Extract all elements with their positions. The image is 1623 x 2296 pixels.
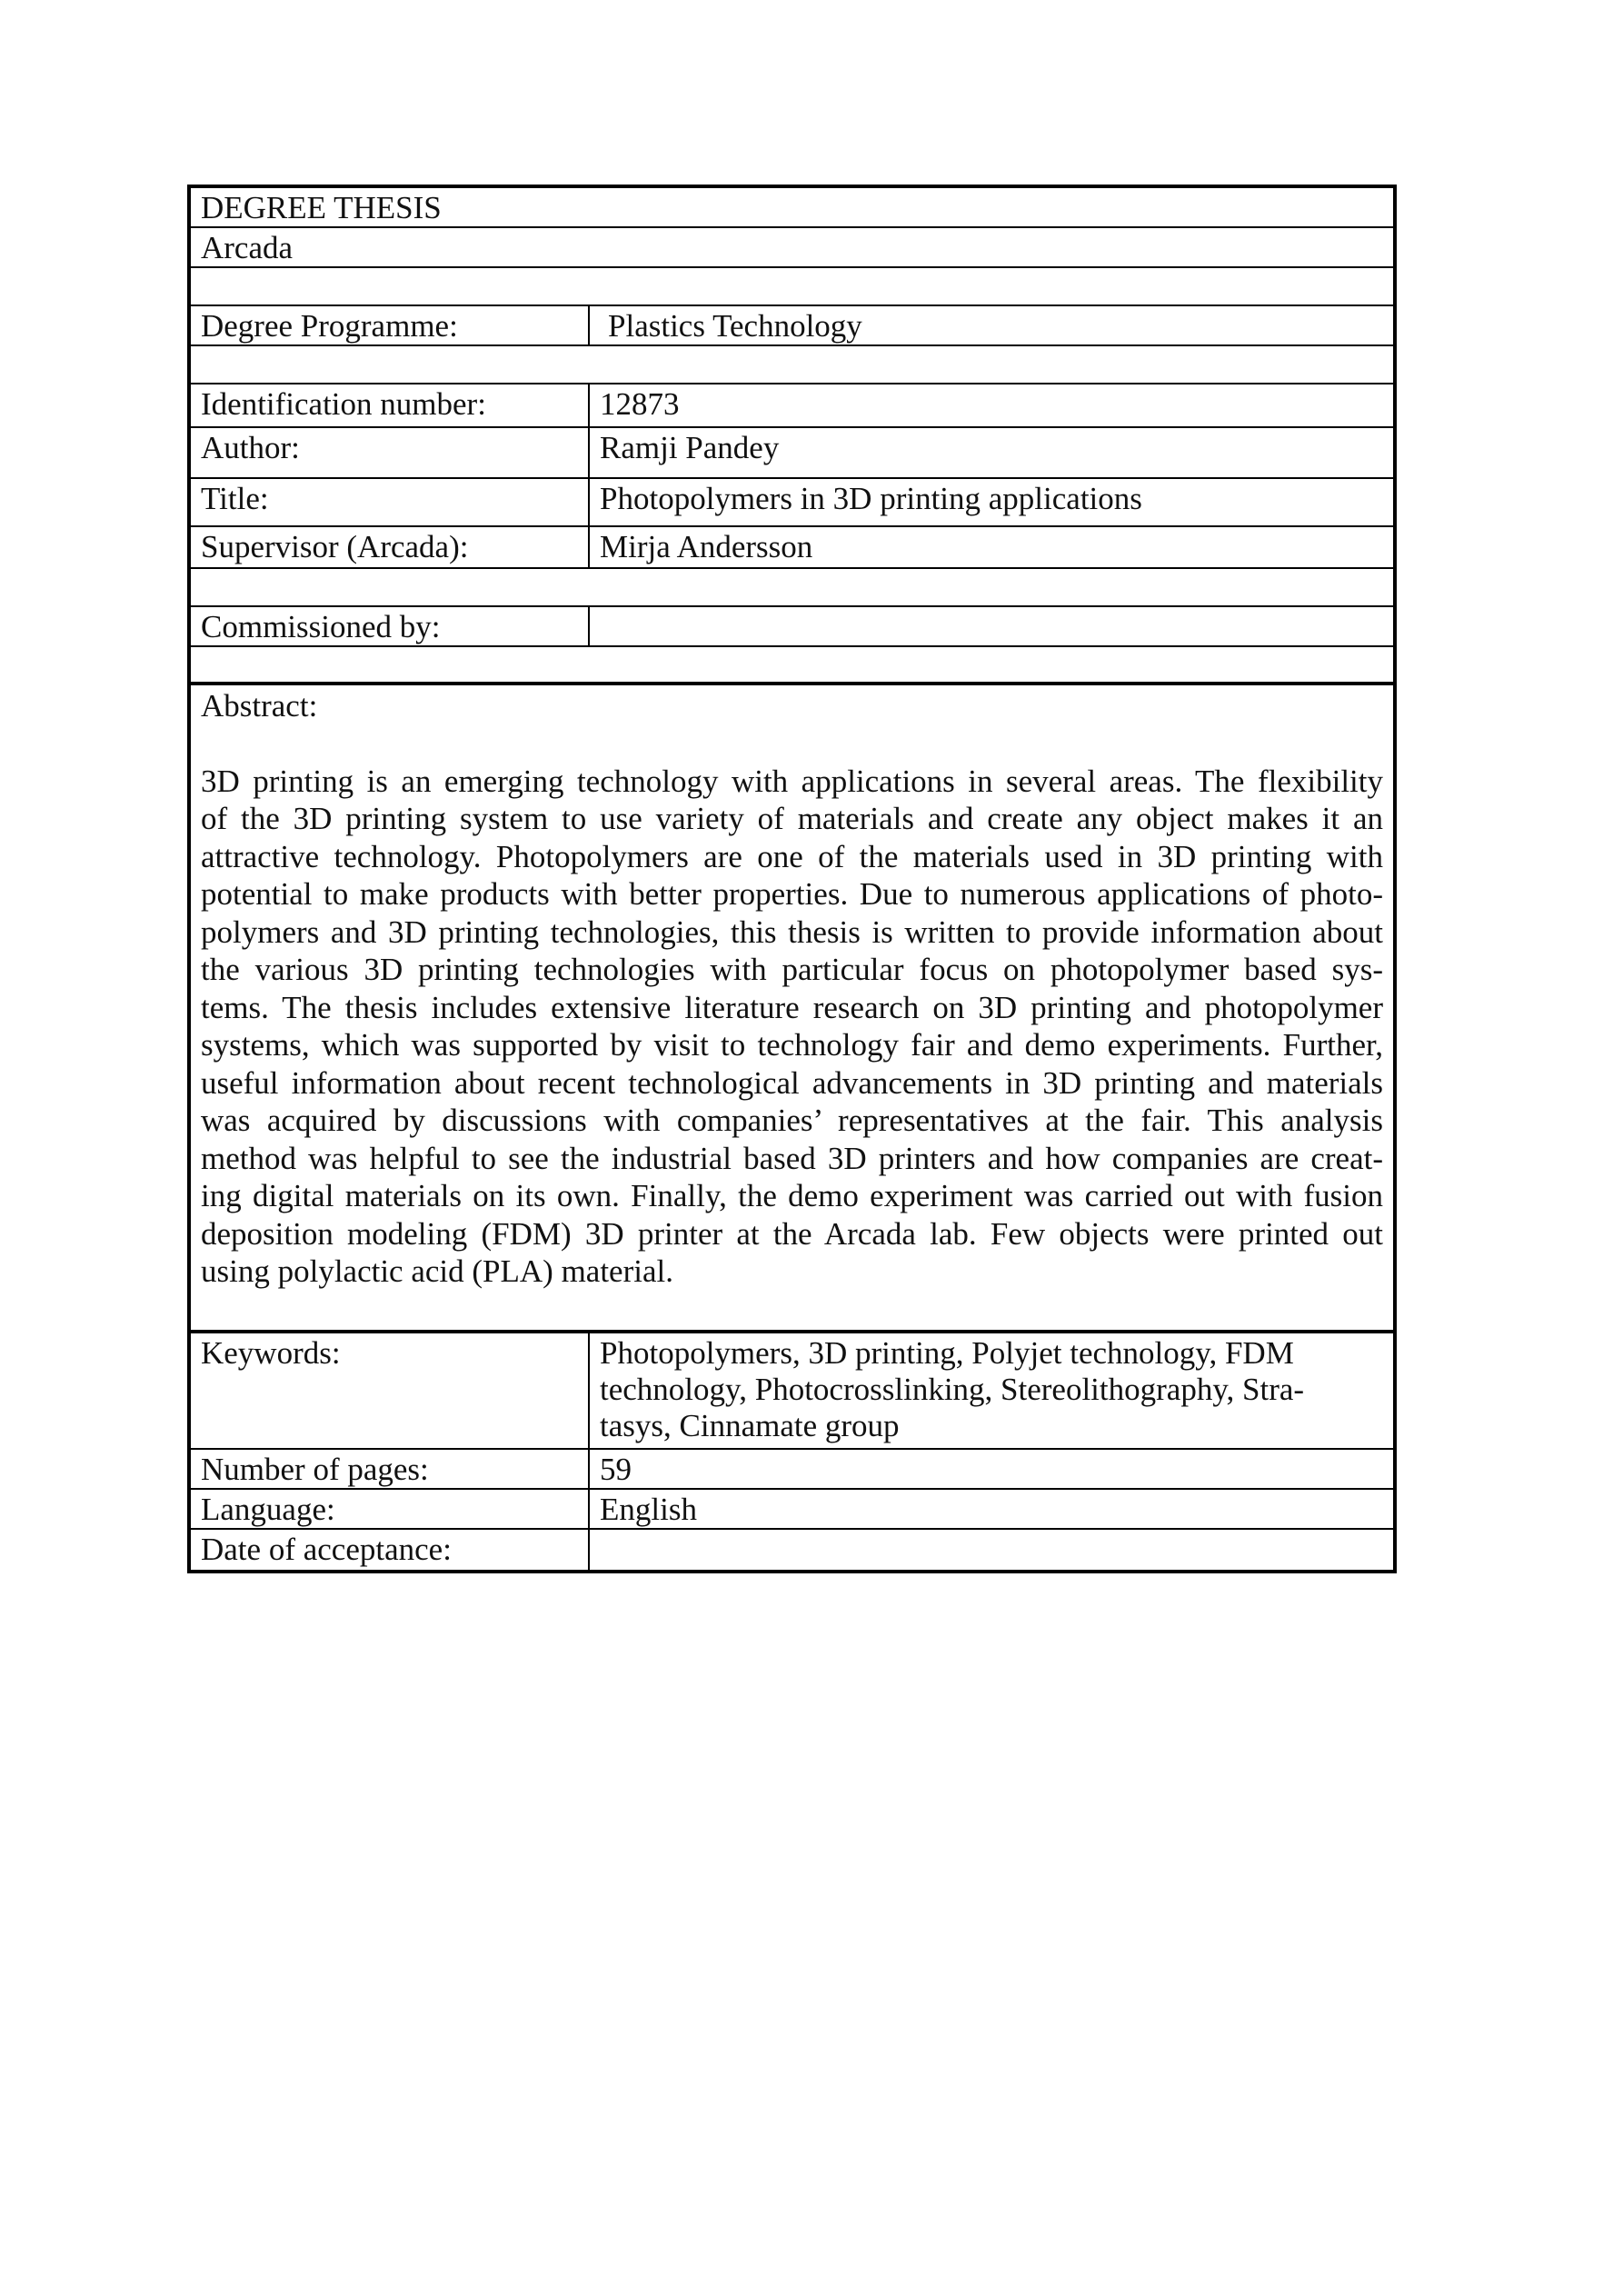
abstract-text	[201, 763, 1383, 1291]
institution-row	[191, 228, 1393, 268]
supervisor-row	[191, 527, 1393, 569]
doc-type: DEGREE THESIS	[201, 190, 442, 225]
identification-number-value: 12873	[600, 386, 680, 422]
thesis-info-form	[187, 185, 1397, 1573]
abstract-line: polymers and 3D printing technologies, this thesis is written to provide information about	[201, 913, 1383, 950]
keywords-line: technology, Photocrosslinking, Stereolithography, Stra-	[600, 1372, 1305, 1407]
supervisor-label: Supervisor (Arcada):	[191, 527, 590, 567]
language-label: Language:	[191, 1490, 590, 1528]
abstract-section	[191, 685, 1393, 1333]
supervisor-value: Mirja Andersson	[600, 529, 813, 564]
abstract-line: 3D printing is an emerging technology with applications in several areas. The flexibility	[201, 763, 1383, 799]
identification-number-row	[191, 384, 1393, 428]
author-row	[191, 428, 1393, 479]
spacer-row	[191, 346, 1393, 384]
spacer-row	[191, 647, 1393, 685]
doc-type-row	[191, 188, 1393, 228]
abstract-line: was acquired by discussions with companies’ representatives at the fair. This analysis	[201, 1103, 1383, 1138]
commissioned-by-value	[590, 607, 1393, 645]
degree-programme-row	[191, 306, 1393, 346]
keywords-row	[191, 1333, 1393, 1450]
identification-number-label: Identification number:	[191, 384, 590, 426]
abstract-line: attractive technology. Photopolymers are one of the materials used in 3D printing with	[201, 838, 1383, 874]
abstract-block	[191, 685, 1393, 1330]
abstract-line: useful information about recent technological advancements in 3D printing and materials	[201, 1064, 1383, 1101]
abstract-line: using polylactic acid (PLA) material.	[201, 1253, 673, 1289]
degree-programme-label: Degree Programme:	[191, 306, 590, 344]
abstract-line: potential to make products with better properties. Due to numerous applications of photo-	[201, 876, 1383, 912]
institution: Arcada	[201, 230, 294, 265]
commissioned-by-row	[191, 607, 1393, 647]
commissioned-by-label: Commissioned by:	[191, 607, 590, 645]
abstract-line: systems, which was supported by visit to technology fair and demo experiments. Further,	[201, 1027, 1383, 1063]
date-of-acceptance-label: Date of acceptance:	[191, 1530, 590, 1570]
keywords-line: tasys, Cinnamate group	[600, 1408, 900, 1443]
date-of-acceptance-row	[191, 1530, 1393, 1570]
abstract-line: tems. The thesis includes extensive literature research on 3D printing and photopolymer	[201, 989, 1383, 1025]
number-of-pages-value: 59	[600, 1452, 632, 1487]
author-value: Ramji Pandey	[600, 430, 780, 465]
number-of-pages-row	[191, 1450, 1393, 1490]
degree-programme-value: Plastics Technology	[608, 308, 862, 344]
keywords-value	[590, 1333, 1393, 1448]
keywords-label: Keywords:	[191, 1333, 590, 1448]
abstract-line: the various 3D printing technologies with particular focus on photopolymer based sys-	[201, 952, 1383, 987]
abstract-line: ing digital materials on its own. Finally, the demo experiment was carried out with fusion	[201, 1178, 1383, 1213]
spacer-row	[191, 569, 1393, 607]
title-row	[191, 479, 1393, 527]
language-value: English	[600, 1492, 697, 1527]
abstract-line: of the 3D printing system to use variety of materials and create any object makes it an	[201, 801, 1383, 836]
date-of-acceptance-value	[590, 1530, 1393, 1570]
language-row	[191, 1490, 1393, 1530]
author-label: Author:	[191, 428, 590, 477]
keywords-line: Photopolymers, 3D printing, Polyjet technology, FDM	[600, 1335, 1294, 1371]
title-label: Title:	[191, 479, 590, 525]
spacer-row	[191, 268, 1393, 306]
abstract-label: Abstract:	[201, 688, 318, 724]
number-of-pages-label: Number of pages:	[191, 1450, 590, 1488]
abstract-line: deposition modeling (FDM) 3D printer at the Arcada lab. Few objects were printed out	[201, 1215, 1383, 1252]
title-value: Photopolymers in 3D printing applications	[600, 481, 1142, 516]
abstract-line: method was helpful to see the industrial based 3D printers and how companies are creat-	[201, 1140, 1383, 1176]
